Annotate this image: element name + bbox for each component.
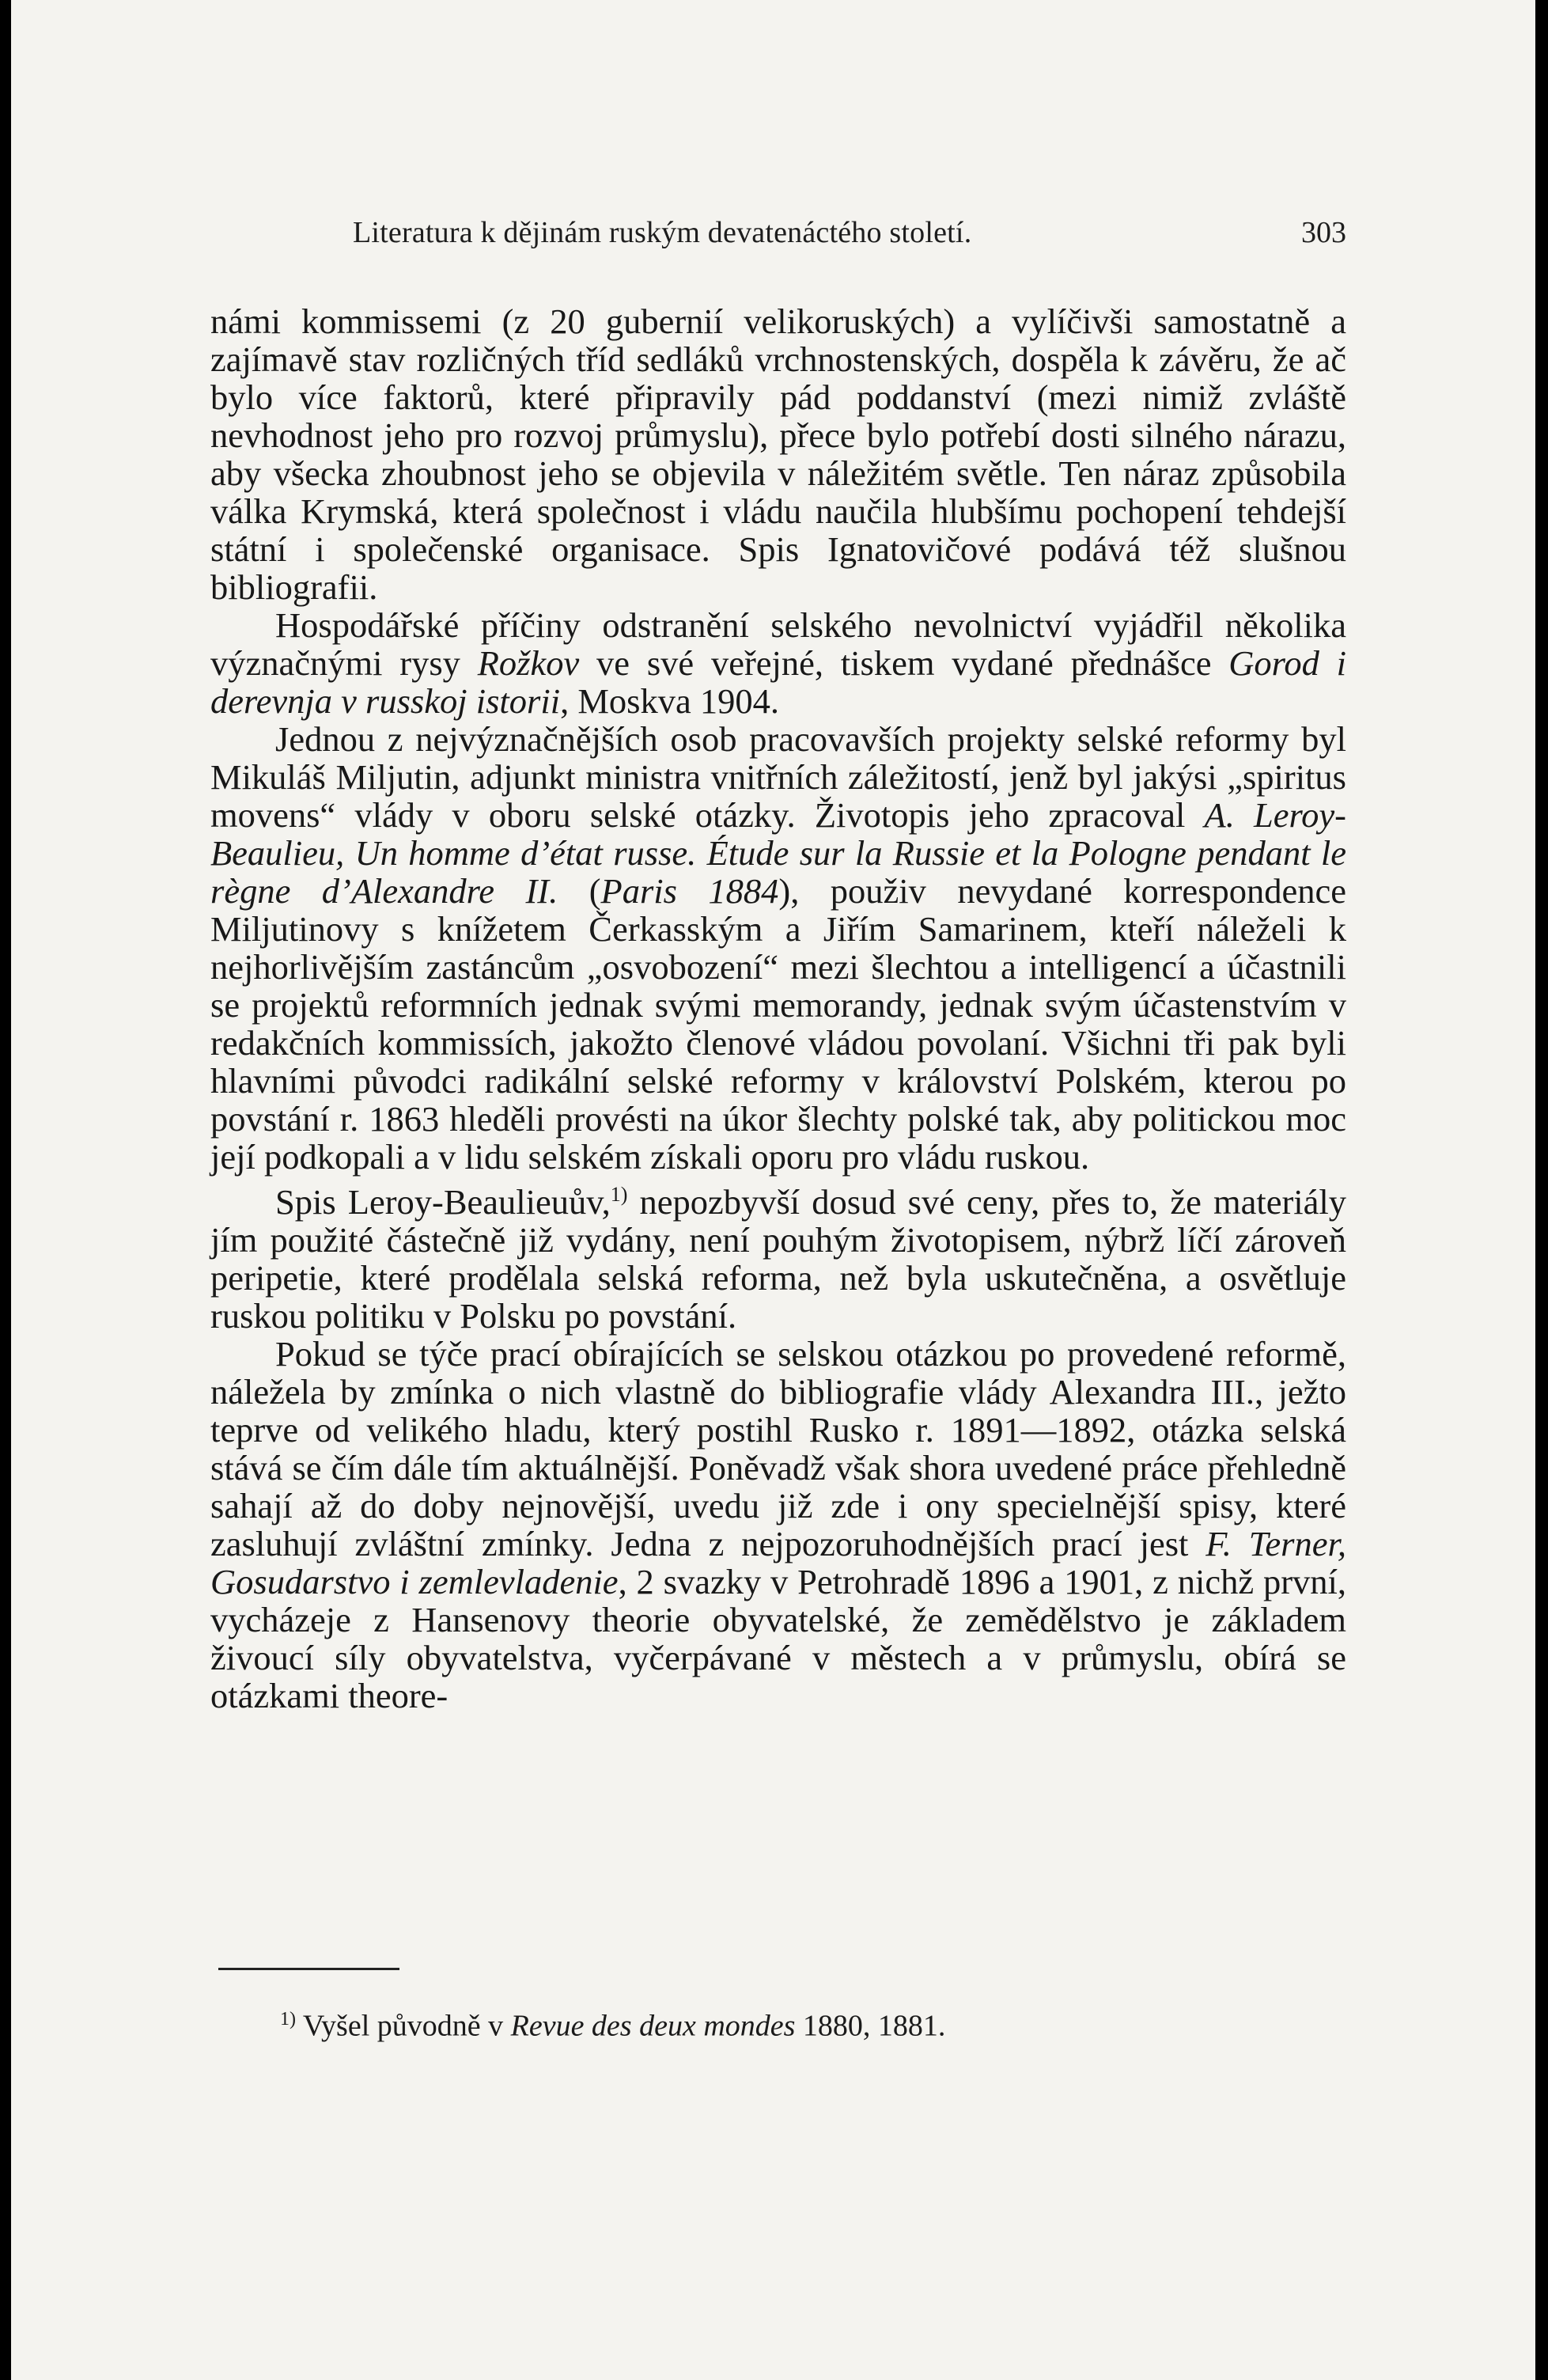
publication-place-year: Paris 1884 xyxy=(600,871,779,911)
paragraph-4: Spis Leroy-Beaulieuův,$^{1)}$ nepozbyvší dosud své ceny, přes to, že materiály jím použité částečně již vydány, není pouhým životopisem, nýbrž líčí zároveň peripetie, které prodělala selská reforma, než byla uskutečněna, a osvětluje ruskou politiku v Polsku po povstání. xyxy=(210,1181,1346,1336)
paragraph-2: Hospodářské příčiny odstranění selského nevolnictví vyjádřil několika význačnými rysy Rožkov ve své veřejné, tiskem vydané přednášce Gorod i derevnja v russkoj istorii, Moskva 1904. xyxy=(210,605,1346,721)
book-citation: A. Leroy-Beaulieu, Un homme d’état russe. Étude sur la Russie et la Pologne pendant le règne d’Alexandre II. xyxy=(210,795,1346,911)
footnote-marker: 1) xyxy=(280,2009,296,2029)
paragraph-5: Pokud se týče prací obírajících se selskou otázkou po provedené reformě, náležela by zmínka o nich vlastně do bibliografie vlády Alexandra III., ježto teprve od velikého hladu, který postihl Rusko r. 1891—1892, otázka selská stává se čím dále tím aktuálnější. Poněvadž však shora uvedené práce přehledně sahají až do doby nejnovější, uvedu již zde i ony specielnější spisy, které zasluhují zvláštní zmínky. Jedna z nejpozoruhodnějších prací jest F. Terner, Gosudarstvo i zemlevladenie, 2 svazky v Petrohradě 1896 a 1901, z nichž první, vycházeje z Hansenovy theorie obyvatelské, že zemědělstvo je základem živoucí síly obyvatelstva, vyčerpávané v městech a v průmyslu, obírá se otázkami theore- xyxy=(210,1333,1346,1715)
book-citation-terner: F. Terner, Gosudarstvo i zemlevladenie xyxy=(210,1523,1346,1601)
paragraph-1: námi kommissemi (z 20 gubernií velikoruských) a vylíčivši samostatně a zajímavě stav rozličných tříd sedláků vrchnostenských, dospěla k závěru, že ač bylo více faktorů, které připravily pád poddanství (mezi nimiž zvláště nevhodnost jeho pro rozvoj průmyslu), přece bylo potřebí dosti silného nárazu, aby všecka zhoubnost jeho se objevila v náležitém světle. Ten náraz způsobila válka Krymská, která společnost i vládu naučila hlubšímu pochopení tehdejší státní i společenské organisace. Spis Ignatovičové podává též slušnou bibliografii. xyxy=(210,301,1346,607)
book-title: Gorod i derevnja v russkoj istorii xyxy=(210,643,1346,721)
footnote: $^{1)}$ Vyšel původně v Revue des deux mondes 1880, 1881. xyxy=(280,2009,946,2043)
paragraph-3: Jednou z nejvýznačnějších osob pracovavších projekty selské reformy byl Mikuláš Miljutin, adjunkt ministra vnitřních záležitostí, jenž byl jakýsi „spiritus movens“ vlády v oboru selské otázky. Životopis jeho zpracoval A. Leroy-Beaulieu, Un homme d’état russe. Étude sur la Russie et la Pologne pendant le règne d’Alexandre II. (Paris 1884), použiv nevydané korrespondence Miljutinovy s knížetem Čerkasským a Jiřím Samarinem, kteří náleželi k nejhorlivějším zastáncům „osvobození“ mezi šlechtou a intelligencí a účastnili se projektů reformních jednak svými memorandy, jednak svým účastenstvím v redakčních kommissích, jakožto členové vládou povolaní. Všichni tři pak byli hlavními původci radikální selské reformy v království Polském, kterou po povstání r. 1863 hleděli provésti na úkor šlechty polské tak, aby politickou moc její podkopali a v lidu selském získali oporu pro vládu ruskou. xyxy=(210,719,1346,1177)
footnote-reference: 1) xyxy=(610,1183,628,1206)
book-page xyxy=(11,0,1535,2380)
page-number: 303 xyxy=(1301,216,1346,249)
author-name: Rožkov xyxy=(477,643,580,683)
body-text xyxy=(210,302,1346,1715)
journal-title: Revue des deux mondes xyxy=(510,2009,796,2043)
footnote-divider xyxy=(218,1968,399,1970)
running-title: Literatura k dějinám ruským devatenáctého století. xyxy=(353,216,972,249)
